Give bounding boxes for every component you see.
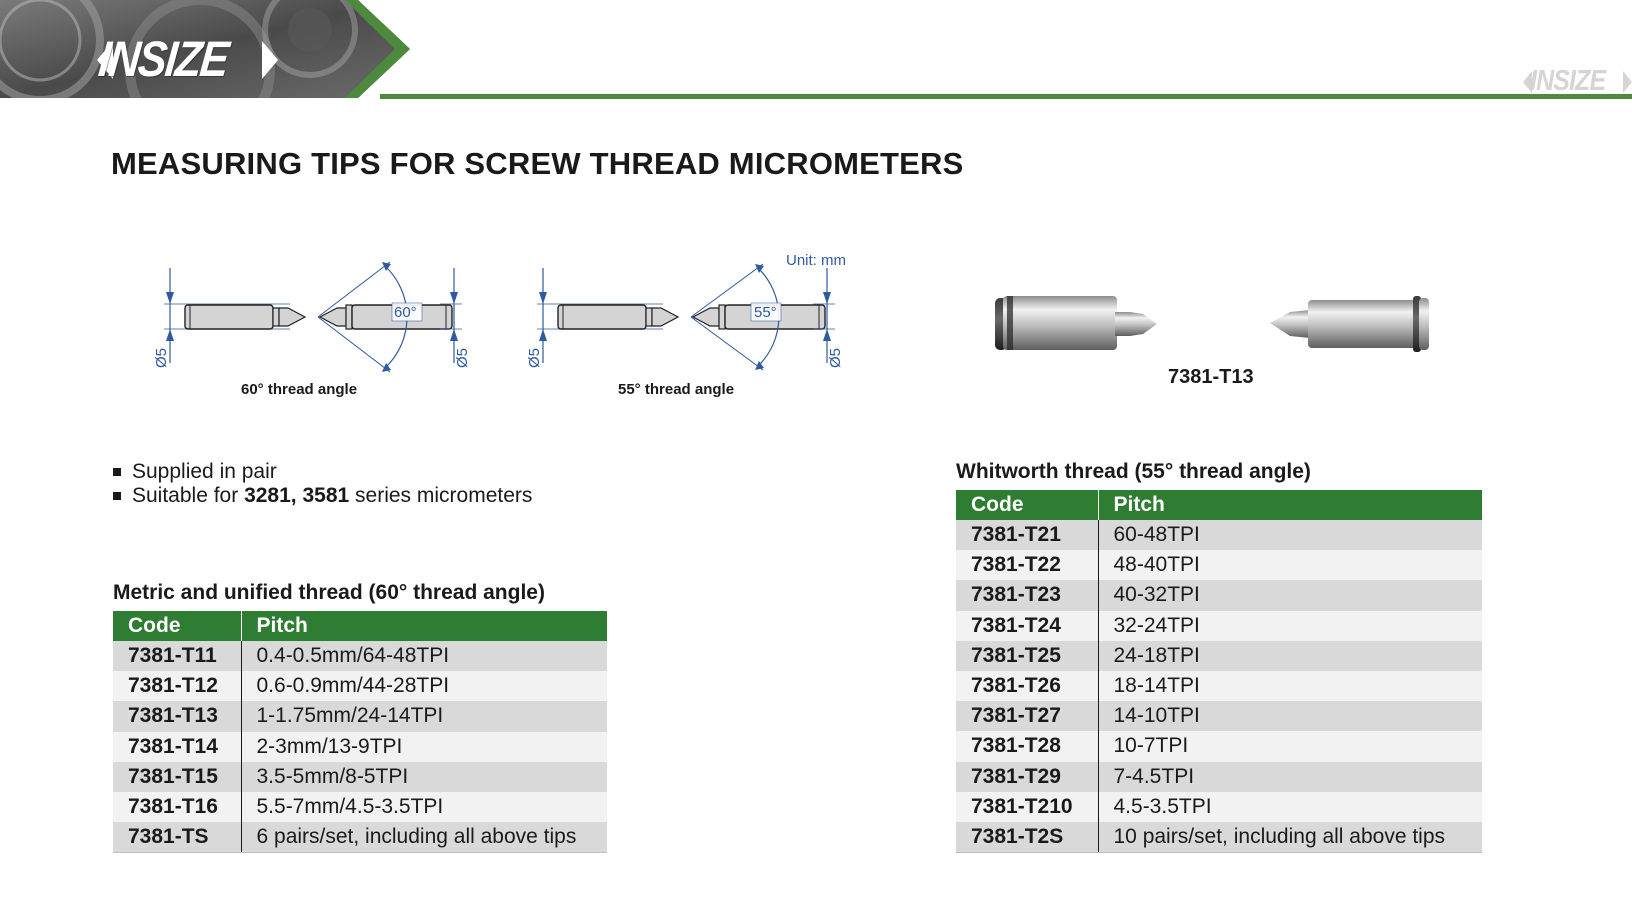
- metric-thread-table: [113, 611, 607, 853]
- logo-right-arrow-icon: [262, 41, 278, 79]
- feature-text-prefix: Suitable for: [132, 484, 245, 507]
- table-row: [956, 822, 1482, 852]
- pitch-cell: 2-3mm/13-9TPI: [241, 732, 607, 762]
- table-row: [956, 671, 1482, 701]
- drawing-60-degree: [153, 262, 471, 372]
- column-header-pitch: Pitch: [1098, 490, 1482, 520]
- code-cell: 7381-T21: [956, 520, 1098, 550]
- drawing-caption-55: 55° thread angle: [618, 381, 735, 398]
- table-row: [956, 550, 1482, 580]
- pitch-cell: 60-48TPI: [1098, 520, 1482, 550]
- table-row: [113, 792, 607, 822]
- brand-watermark: INSIZE: [1530, 65, 1606, 97]
- unit-label: Unit: mm: [786, 252, 846, 269]
- column-header-code: Code: [956, 490, 1098, 520]
- header-divider-line: [380, 94, 1632, 99]
- diameter-label-right-1: Ø5: [454, 347, 471, 368]
- code-cell: 7381-T24: [956, 611, 1098, 641]
- brand-logo: INSIZE: [96, 31, 231, 87]
- diameter-label-left-1: Ø5: [153, 347, 170, 368]
- pitch-cell: 32-24TPI: [1098, 611, 1482, 641]
- code-cell: 7381-T22: [956, 550, 1098, 580]
- column-header-code: Code: [113, 611, 241, 641]
- table-header-row: [956, 490, 1482, 520]
- pitch-cell: 0.6-0.9mm/44-28TPI: [241, 671, 607, 701]
- product-photo: [985, 290, 1455, 356]
- code-cell: 7381-T210: [956, 792, 1098, 822]
- drawing-caption-60: 60° thread angle: [241, 381, 358, 398]
- table-row: [956, 701, 1482, 731]
- pitch-cell: 4.5-3.5TPI: [1098, 792, 1482, 822]
- pitch-cell: 14-10TPI: [1098, 701, 1482, 731]
- bullet-square-icon: [113, 468, 121, 476]
- pitch-cell: 18-14TPI: [1098, 671, 1482, 701]
- watermark-right-arrow-icon: [1623, 71, 1632, 93]
- pitch-cell: 5.5-7mm/4.5-3.5TPI: [241, 792, 607, 822]
- pitch-cell: 1-1.75mm/24-14TPI: [241, 701, 607, 731]
- code-cell: 7381-T25: [956, 641, 1098, 671]
- table-row: [956, 580, 1482, 610]
- code-cell: 7381-T26: [956, 671, 1098, 701]
- pitch-cell: 7-4.5TPI: [1098, 762, 1482, 792]
- column-header-pitch: Pitch: [241, 611, 607, 641]
- pitch-cell: 6 pairs/set, including all above tips: [241, 822, 607, 852]
- code-cell: 7381-T2S: [956, 822, 1098, 852]
- table-row: [956, 792, 1482, 822]
- table-row: [113, 762, 607, 792]
- feature-text: Supplied in pair: [132, 460, 277, 483]
- feature-text-suffix: series micrometers: [349, 484, 533, 507]
- whitworth-table-heading: Whitworth thread (55° thread angle): [956, 460, 1311, 483]
- code-cell: 7381-TS: [113, 822, 241, 852]
- table-row: [956, 520, 1482, 550]
- table-row: [956, 762, 1482, 792]
- table-row: [956, 611, 1482, 641]
- feature-item: [113, 484, 532, 508]
- table-row: [113, 671, 607, 701]
- pitch-cell: 40-32TPI: [1098, 580, 1482, 610]
- code-cell: 7381-T29: [956, 762, 1098, 792]
- pitch-cell: 10 pairs/set, including all above tips: [1098, 822, 1482, 852]
- product-photo-caption: 7381-T13: [1168, 366, 1254, 388]
- table-row: [113, 732, 607, 762]
- feature-list: [113, 460, 532, 508]
- whitworth-thread-table: [956, 490, 1482, 853]
- code-cell: 7381-T15: [113, 762, 241, 792]
- pitch-cell: 0.4-0.5mm/64-48TPI: [241, 641, 607, 671]
- table-row: [956, 641, 1482, 671]
- code-cell: 7381-T13: [113, 701, 241, 731]
- code-cell: 7381-T27: [956, 701, 1098, 731]
- code-cell: 7381-T14: [113, 732, 241, 762]
- code-cell: 7381-T12: [113, 671, 241, 701]
- pitch-cell: 10-7TPI: [1098, 731, 1482, 761]
- pitch-cell: 24-18TPI: [1098, 641, 1482, 671]
- feature-item: [113, 460, 532, 484]
- diameter-label-left-2: Ø5: [526, 347, 543, 368]
- diameter-label-right-2: Ø5: [827, 347, 844, 368]
- table-row: [113, 822, 607, 852]
- code-cell: 7381-T28: [956, 731, 1098, 761]
- feature-series-numbers: 3281, 3581: [244, 484, 350, 507]
- metric-table-heading: Metric and unified thread (60° thread angle): [113, 581, 545, 604]
- code-cell: 7381-T23: [956, 580, 1098, 610]
- bullet-square-icon: [113, 492, 121, 500]
- page-title: MEASURING TIPS FOR SCREW THREAD MICROMETERS: [111, 146, 964, 181]
- table-row: [956, 731, 1482, 761]
- table-row: [113, 701, 607, 731]
- angle-label-55: 55°: [754, 304, 777, 321]
- table-header-row: [113, 611, 607, 641]
- pitch-cell: 3.5-5mm/8-5TPI: [241, 762, 607, 792]
- pitch-cell: 48-40TPI: [1098, 550, 1482, 580]
- table-row: [113, 641, 607, 671]
- code-cell: 7381-T11: [113, 641, 241, 671]
- page-header: [0, 0, 1632, 100]
- drawing-55-degree: [526, 264, 844, 370]
- code-cell: 7381-T16: [113, 792, 241, 822]
- angle-label-60: 60°: [394, 304, 417, 321]
